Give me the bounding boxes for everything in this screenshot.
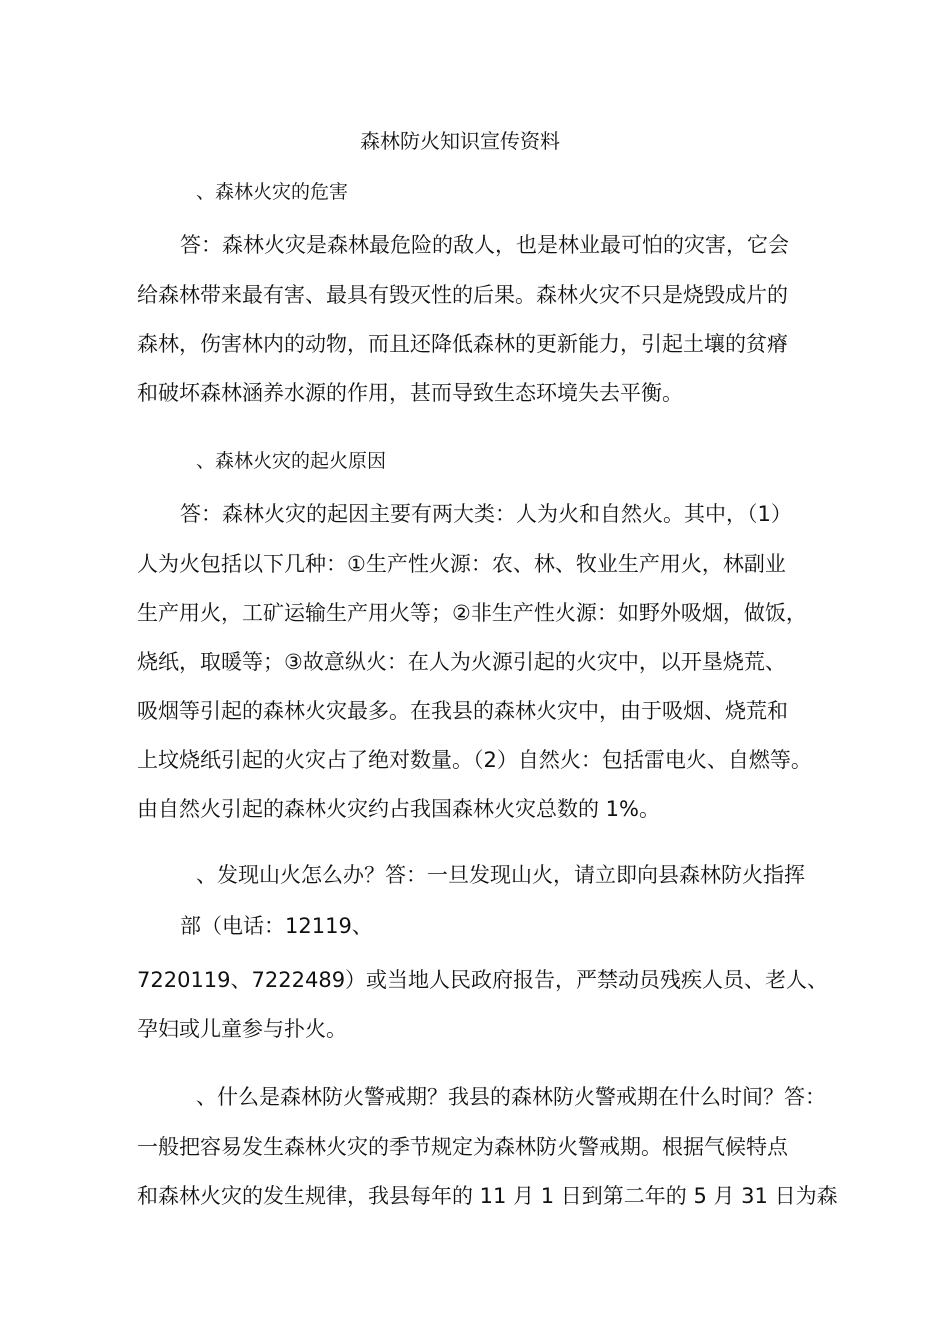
paragraph-line: 给森林带来最有害、最具有毁灭性的后果。森林火灾不只是烧毁成片的 [137, 283, 788, 307]
section-heading-causes: 、森林火灾的起火原因 [196, 450, 387, 472]
paragraph-line: 部（电话：12119、 [180, 914, 373, 938]
paragraph-line: 答：森林火灾是森林最危险的敌人，也是林业最可怕的灾害，它会 [180, 233, 789, 257]
paragraph-line: 7220119、7222489）或当地人民政府报告，严禁动员残疾人员、老人、 [137, 968, 829, 992]
paragraph-line: 上坟烧纸引起的火灾占了绝对数量。（2）自然火：包括雷电火、自燃等。 [137, 748, 812, 772]
paragraph-line: 烧纸，取暖等；③故意纵火：在人为火源引起的火灾中，以开垦烧荒、 [137, 650, 786, 674]
paragraph-line: 人为火包括以下几种：①生产性火源：农、林、牧业生产用火，林副业 [137, 552, 786, 576]
page-title: 森林防火知识宣传资料 [360, 129, 560, 153]
paragraph-line: 答：森林火灾的起因主要有两大类：人为火和自然火。其中，（1） [180, 502, 792, 526]
paragraph-line: 由自然火引起的森林火灾约占我国森林火灾总数的 1%。 [137, 797, 660, 821]
paragraph-line: 吸烟等引起的森林火灾最多。在我县的森林火灾中，由于吸烟、烧荒和 [137, 699, 788, 723]
paragraph-line: 一般把容易发生森林火灾的季节规定为森林防火警戒期。根据气候特点 [137, 1135, 788, 1159]
paragraph-line: 和森林火灾的发生规律，我县每年的 11 月 1 日到第二年的 5 月 31 日为森 [137, 1184, 838, 1208]
paragraph-line: 和破坏森林涵养水源的作用，甚而导致生态环境失去平衡。 [137, 381, 683, 405]
paragraph-line: 、发现山火怎么办？答：一旦发现山火，请立即向县森林防火指挥 [196, 863, 805, 887]
paragraph-line: 生产用火，工矿运输生产用火等；②非生产性火源：如野外吸烟，做饭， [137, 601, 807, 625]
paragraph-line: 孕妇或儿童参与扑火。 [137, 1017, 347, 1041]
paragraph-line: 、什么是森林防火警戒期？我县的森林防火警戒期在什么时间？答： [196, 1085, 826, 1109]
paragraph-line: 森林，伤害林内的动物，而且还降低森林的更新能力，引起土壤的贫瘠 [137, 332, 788, 356]
section-heading-hazards: 、森林火灾的危害 [196, 181, 349, 203]
